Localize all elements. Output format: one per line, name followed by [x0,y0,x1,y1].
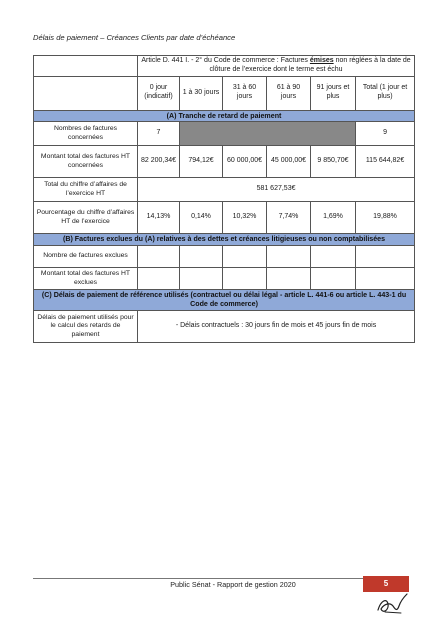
footer-text: Public Sénat - Rapport de gestion 2020 [170,580,296,589]
row-label: Nombre de factures exclues [34,246,138,268]
empty-cell [311,268,356,290]
section-c-header [34,290,415,311]
row-label: Pourcentage du chiffre d’affaires HT de l’exercice [34,202,138,234]
column-header: 31 à 60 jours [223,76,267,110]
reference-delay-row [34,310,415,342]
percentage-row [34,202,415,234]
revenue-value: 581 627,53€ [138,178,415,202]
empty-corner [34,76,138,110]
invoice-amount-row [34,146,415,178]
empty-cell [223,268,267,290]
cell-value: 115 644,82€ [356,146,415,178]
empty-cell [356,246,415,268]
cell-value: 14,13% [138,202,180,234]
empty-corner [34,56,138,77]
shaded-cell [180,122,356,146]
cell-value: 19,88% [356,202,415,234]
section-c-title: (C) Délais de paiement de référence utilisés (contractuel ou délai légal - article L. 441-6 ou article L. 443-1 du Code de commerce) [34,290,415,311]
section-b-title: (B) Factures exclues du (A) relatives à des dettes et créances litigieuses ou non comptabilisées [34,234,415,246]
signature-icon [375,592,409,618]
article-text-post: non réglées à la date de clôture de l’exercice dont le terme est échu [209,57,411,73]
column-header: 0 jour (indicatif) [138,76,180,110]
column-header: Total (1 jour et plus) [356,76,415,110]
cell-value: 82 200,34€ [138,146,180,178]
invoice-count-row [34,122,415,146]
excluded-amount-row [34,268,415,290]
row-label: Montant total des factures HT concernées [34,146,138,178]
cell-value: 794,12€ [180,146,223,178]
revenue-row [34,178,415,202]
page-heading: Délais de paiement – Créances Clients par date d’échéance [33,33,236,42]
section-a-title: (A) Tranche de retard de paiement [34,110,415,122]
empty-cell [267,246,311,268]
article-reference [138,56,415,77]
cell-value: 0,14% [180,202,223,234]
cell-value: 10,32% [223,202,267,234]
column-header: 1 à 30 jours [180,76,223,110]
empty-cell [138,268,180,290]
footer-divider [33,578,409,579]
cell-value: 7,74% [267,202,311,234]
empty-cell [267,268,311,290]
column-header: 91 jours et plus [311,76,356,110]
cell-value: 60 000,00€ [223,146,267,178]
cell-value: 45 000,00€ [267,146,311,178]
empty-cell [180,268,223,290]
column-header: 61 à 90 jours [267,76,311,110]
row-label: Nombres de factures concernées [34,122,138,146]
article-text-pre: Article D. 441 I. - 2° du Code de commerce : Factures [141,57,310,64]
empty-cell [138,246,180,268]
empty-cell [223,246,267,268]
reference-delay-value: - Délais contractuels : 30 jours fin de mois et 45 jours fin de mois [138,310,415,342]
cell-value: 9 850,70€ [311,146,356,178]
empty-cell [311,246,356,268]
cell-value: 9 [356,122,415,146]
article-row [34,56,415,77]
cell-value: 7 [138,122,180,146]
section-b-header [34,234,415,246]
row-label: Montant total des factures HT exclues [34,268,138,290]
column-header-row [34,76,415,110]
section-a-header [34,110,415,122]
excluded-count-row [34,246,415,268]
cell-value: 1,69% [311,202,356,234]
empty-cell [180,246,223,268]
article-text-emphasis: émises [309,57,334,64]
page-number: 5 [363,576,409,592]
payment-delays-table [33,55,415,343]
row-label: Total du chiffre d’affaires de l’exercice HT [34,178,138,202]
empty-cell [356,268,415,290]
row-label: Délais de paiement utilisés pour le calcul des retards de paiement [34,310,138,342]
